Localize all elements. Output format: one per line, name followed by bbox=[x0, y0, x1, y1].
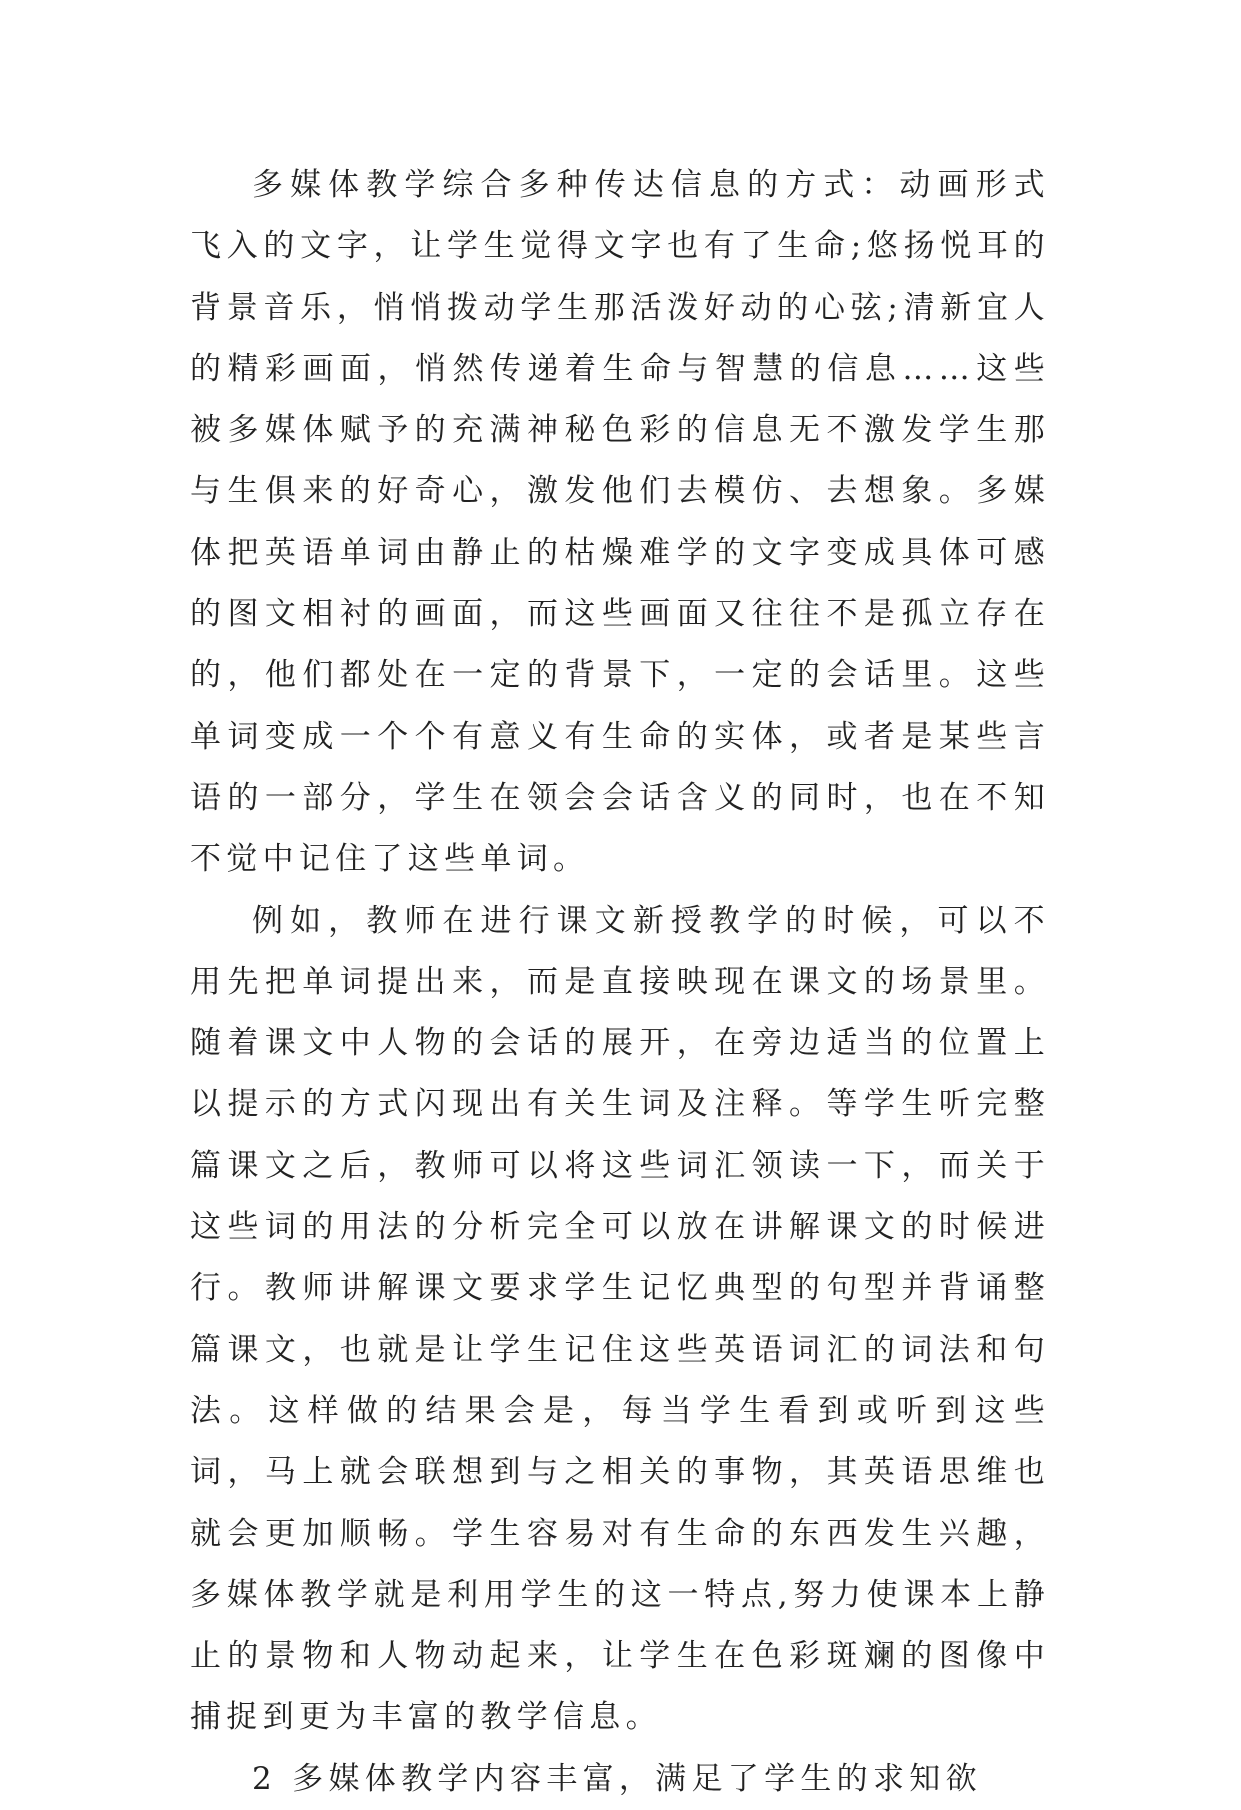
document-body bbox=[190, 155, 1050, 1810]
section-heading: 2 多媒体教学内容丰富，满足了学生的求知欲 bbox=[252, 1760, 982, 1797]
paragraph-1: 多媒体教学综合多种传达信息的方式：动画形式飞入的文字，让学生觉得文字也有了生命;悠扬悦耳的背景音乐，悄悄拨动学生那活泼好动的心弦;清新宜人的精彩画面，悄然传递着生命与智慧的信息……这些被多媒体赋予的充满神秘色彩的信息无不激发学生那与生俱来的好奇心，激发他们去模仿、去想象。多媒体把英语单词由静止的枯燥难学的文字变成具体可感的图文相衬的画面，而这些画面又往往不是孤立存在的，他们都处在一定的背景下，一定的会话里。这些单词变成一个个有意义有生命的实体，或者是某些言语的一部分，学生在领会会话含义的同时，也在不知不觉中记住了这些单词。 bbox=[190, 167, 1050, 878]
paragraph-2: 例如，教师在进行课文新授教学的时候，可以不用先把单词提出来，而是直接映现在课文的场景里。随着课文中人物的会话的展开，在旁边适当的位置上以提示的方式闪现出有关生词及注释。等学生听完整篇课文之后，教师可以将这些词汇领读一下，而关于这些词的用法的分析完全可以放在讲解课文的时候进行。教师讲解课文要求学生记忆典型的句型并背诵整篇课文，也就是让学生记住这些英语词汇的词法和句法。这样做的结果会是，每当学生看到或听到这些词，马上就会联想到与之相关的事物，其英语思维也就会更加顺畅。学生容易对有生命的东西发生兴趣，多媒体教学就是利用学生的这一特点,努力使课本上静止的景物和人物动起来，让学生在色彩斑斓的图像中捕捉到更为丰富的教学信息。 bbox=[190, 902, 1050, 1736]
